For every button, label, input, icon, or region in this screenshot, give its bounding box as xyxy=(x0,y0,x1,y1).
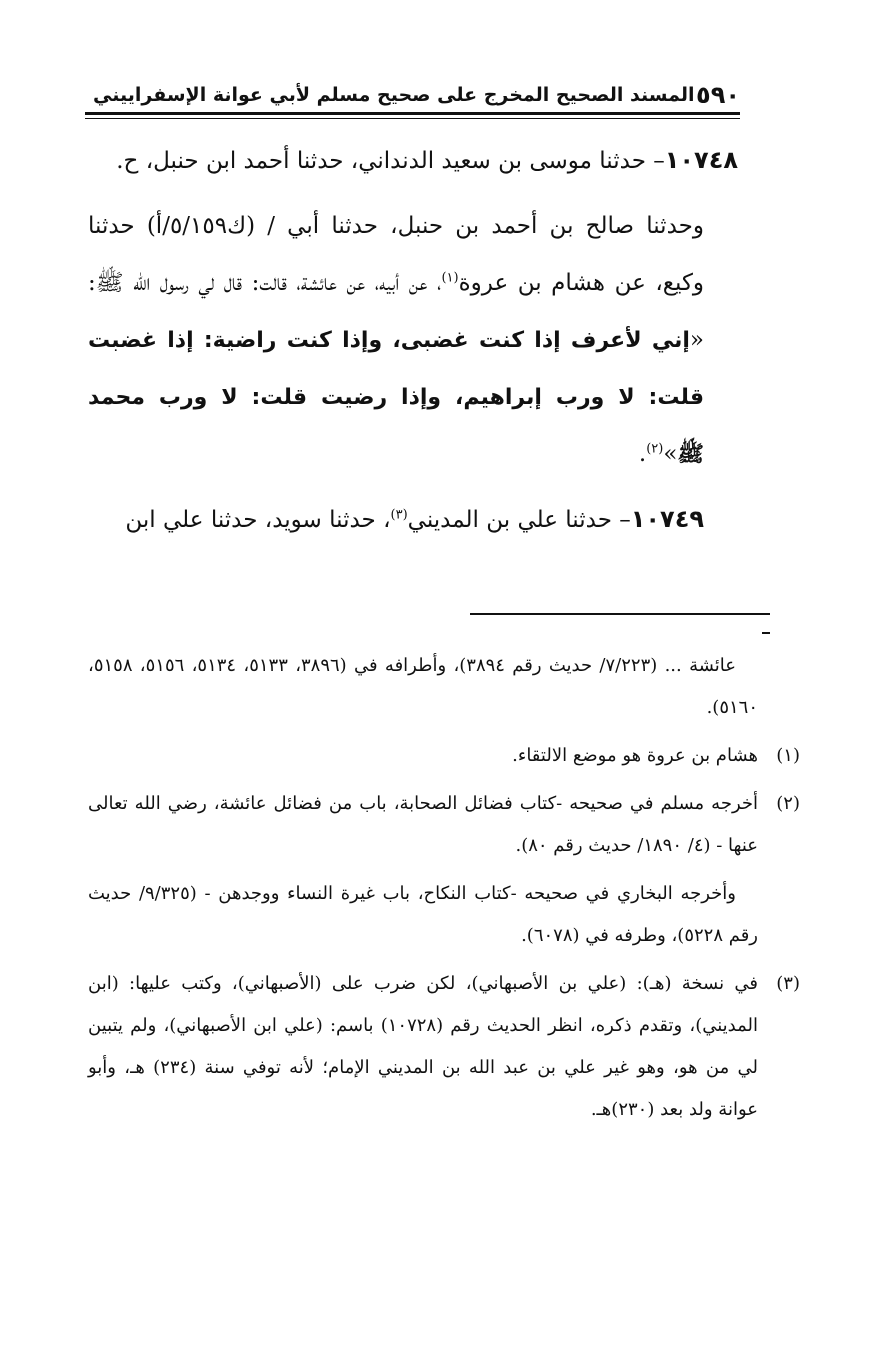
footnote-2-mark: (٢) xyxy=(776,793,800,814)
carryover-mark xyxy=(762,632,770,634)
header-rule-thin xyxy=(85,118,740,119)
hadith-10748 xyxy=(88,132,738,190)
prophetic-quote: إني لأعرف إذا كنت غضبى، وإذا كنت راضية: إذا غضبت قلت: لا ورب إبراهيم، وإذا رضيت قلت: لا ورب محمد ﷺ xyxy=(88,328,704,467)
footnote-ref-1: (١) xyxy=(441,270,459,286)
footnote-1-mark: (١) xyxy=(776,745,800,766)
quote-close: » xyxy=(663,441,678,467)
header-rule xyxy=(85,112,740,115)
chain-paragraph xyxy=(88,198,738,483)
chain-text: وحدثنا صالح بن أحمد بن حنبل، حدثنا أبي / (ك٥/١٥٩/أ) حدثنا وكيع، عن هشام بن عروة xyxy=(88,213,705,296)
footnote-ref-2: (٢) xyxy=(646,441,664,457)
footnote-carryover xyxy=(88,645,800,729)
sentence-end: . xyxy=(638,441,647,467)
hadith-number: ١٠٧٤٨ xyxy=(664,146,738,174)
running-title: المسند الصحيح المخرج على صحيح مسلم لأبي عوانة الإسفراييني xyxy=(93,84,695,106)
chain-text-b: ، عن أبيه، عن عائشة، قالت: قال لي رسول الله ﷺ: « xyxy=(88,270,704,353)
footnote-3-mark: (٣) xyxy=(776,973,800,994)
footnote-2-text-b: وأخرجه البخاري في صحيحه -كتاب النكاح، باب غيرة النساء ووجدهن - (٩/٣٢٥/ حديث رقم ٥٢٢٨)، وطرفه في (٦٠٧٨). xyxy=(88,883,758,946)
footnote-3-text: في نسخة (هـ): (علي بن الأصبهاني)، لكن ضرب على (الأصبهاني)، وكتب عليها: (ابن المديني)، وتقدم ذكره، انظر الحديث رقم (١٠٧٢٨) باسم: (علي ابن الأصبهاني)، ولم يتبين لي من هو، وهو غير علي بن عبد الله بن المديني الإمام؛ لأنه توفي سنة (٢٣٤) هـ، وأبو عوانة ولد بعد (٢٣٠)هـ. xyxy=(88,973,758,1120)
footnote-1 xyxy=(88,735,800,777)
carryover-text: عائشة ... (٧/٢٢٣/ حديث رقم ٣٨٩٤)، وأطرافه في (٣٨٩٦، ٥١٣٣، ٥١٣٤، ٥١٥٦، ٥١٥٨، ٥١٦٠). xyxy=(88,655,758,718)
footnotes xyxy=(88,645,800,1137)
footnote-2-continued xyxy=(88,873,800,957)
hadith-text: – حدثنا موسى بن سعيد الدنداني، حدثنا أحمد ابن حنبل، ح. xyxy=(116,148,665,174)
page-number: ٥٩٠ xyxy=(696,81,740,109)
footnote-1-text: هشام بن عروة هو موضع الالتقاء. xyxy=(512,745,758,766)
hadith-10749 xyxy=(88,491,738,549)
hadith-text-2: – حدثنا علي بن المديني xyxy=(407,507,631,533)
footnote-3 xyxy=(88,963,800,1131)
footnote-ref-3: (٣) xyxy=(390,507,408,523)
main-text xyxy=(88,132,738,557)
footnote-2 xyxy=(88,783,800,867)
page-header xyxy=(85,70,740,110)
footnote-2-text: أخرجه مسلم في صحيحه -كتاب فضائل الصحابة، باب من فضائل عائشة، رضي الله تعالى عنها - (٤/ ١٨٩٠/ حديث رقم ٨٠). xyxy=(88,793,758,856)
footnote-separator xyxy=(470,613,770,615)
hadith-text-2b: ، حدثنا سويد، حدثنا علي ابن xyxy=(125,507,391,533)
hadith-number-2: ١٠٧٤٩ xyxy=(630,505,704,533)
